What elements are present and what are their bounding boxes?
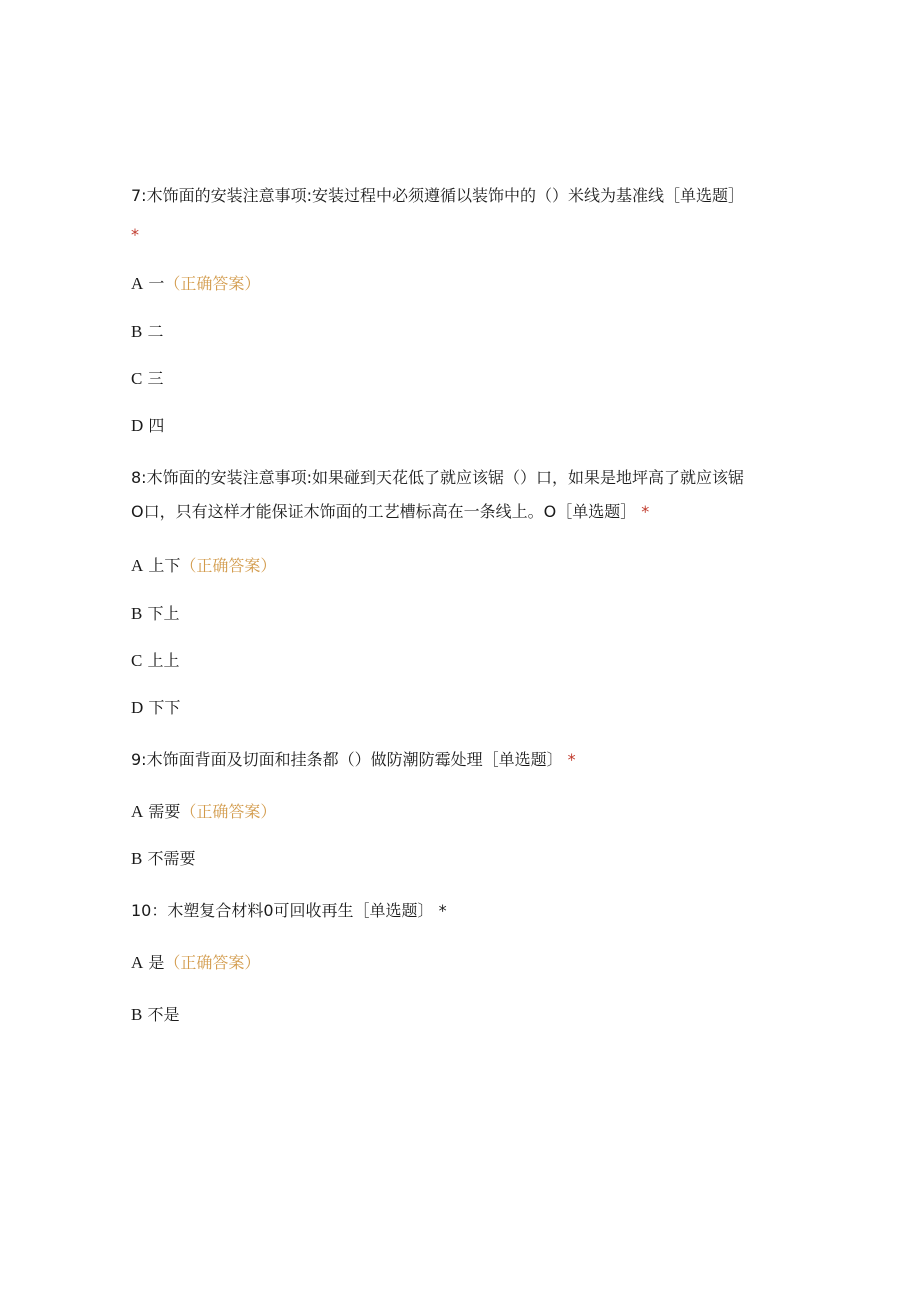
option-letter: A (131, 953, 144, 972)
question-10-text (131, 900, 447, 922)
question-7-option-a (131, 273, 260, 295)
option-letter: C (131, 651, 143, 670)
question-8-line1: 8:木饰面的安装注意事项:如果碰到天花低了就应该锯（）口，如果是地坪高了就应该锯 (131, 468, 744, 487)
required-star: * (567, 750, 576, 769)
question-8-option-d (131, 697, 180, 719)
question-10-line1: 10：木塑复合材料0可回收再生［单选题〕 (131, 901, 434, 920)
question-9-line1: 9:木饰面背面及切面和挂条都（）做防潮防霉处理［单选题〕 (131, 750, 563, 769)
required-star: * (641, 502, 650, 521)
question-7-line1: 7:木饰面的安装注意事项:安装过程中必须遵循以装饰中的（）米线为基准线［单选题］ (131, 186, 744, 205)
option-letter: A (131, 274, 144, 293)
question-7-text (131, 185, 744, 207)
question-10-option-a (131, 952, 260, 974)
option-text: 二 (147, 322, 164, 341)
question-7-required-marker (131, 224, 139, 246)
question-8-option-b (131, 603, 179, 625)
correct-answer-label: （正确答案） (180, 802, 277, 821)
question-8-option-c (131, 650, 179, 672)
question-8-line2: O口，只有这样才能保证木饰面的工艺槽标高在一条线上。O［单选题］ (131, 502, 637, 521)
correct-answer-label: （正确答案） (164, 953, 261, 972)
question-7-option-d (131, 415, 164, 437)
option-text: 不是 (147, 1005, 180, 1024)
question-8-option-a (131, 555, 276, 577)
question-9-option-b (131, 848, 195, 870)
option-text: 上上 (147, 651, 180, 670)
option-letter: B (131, 322, 143, 341)
required-star: * (438, 901, 447, 920)
correct-answer-label: （正确答案） (164, 274, 261, 293)
option-letter: A (131, 556, 144, 575)
option-text: 一 (148, 274, 165, 293)
option-text: 是 (148, 953, 165, 972)
question-10-option-b (131, 1004, 179, 1026)
option-letter: A (131, 802, 144, 821)
correct-answer-label: （正确答案） (180, 556, 277, 575)
required-star: * (131, 225, 139, 244)
question-8-text-line2 (131, 501, 649, 523)
option-text: 三 (147, 369, 164, 388)
question-7-option-b (131, 321, 163, 343)
option-letter: B (131, 849, 143, 868)
option-letter: B (131, 604, 143, 623)
question-8-text-line1 (131, 467, 744, 489)
option-letter: D (131, 698, 144, 717)
option-text: 下上 (147, 604, 180, 623)
option-text: 上下 (148, 556, 181, 575)
question-9-text (131, 749, 576, 771)
option-letter: B (131, 1005, 143, 1024)
question-9-option-a (131, 801, 276, 823)
option-text: 需要 (148, 802, 181, 821)
option-text: 不需要 (147, 849, 196, 868)
option-letter: C (131, 369, 143, 388)
question-7-option-c (131, 368, 163, 390)
option-letter: D (131, 416, 144, 435)
option-text: 下下 (148, 698, 181, 717)
option-text: 四 (148, 416, 165, 435)
